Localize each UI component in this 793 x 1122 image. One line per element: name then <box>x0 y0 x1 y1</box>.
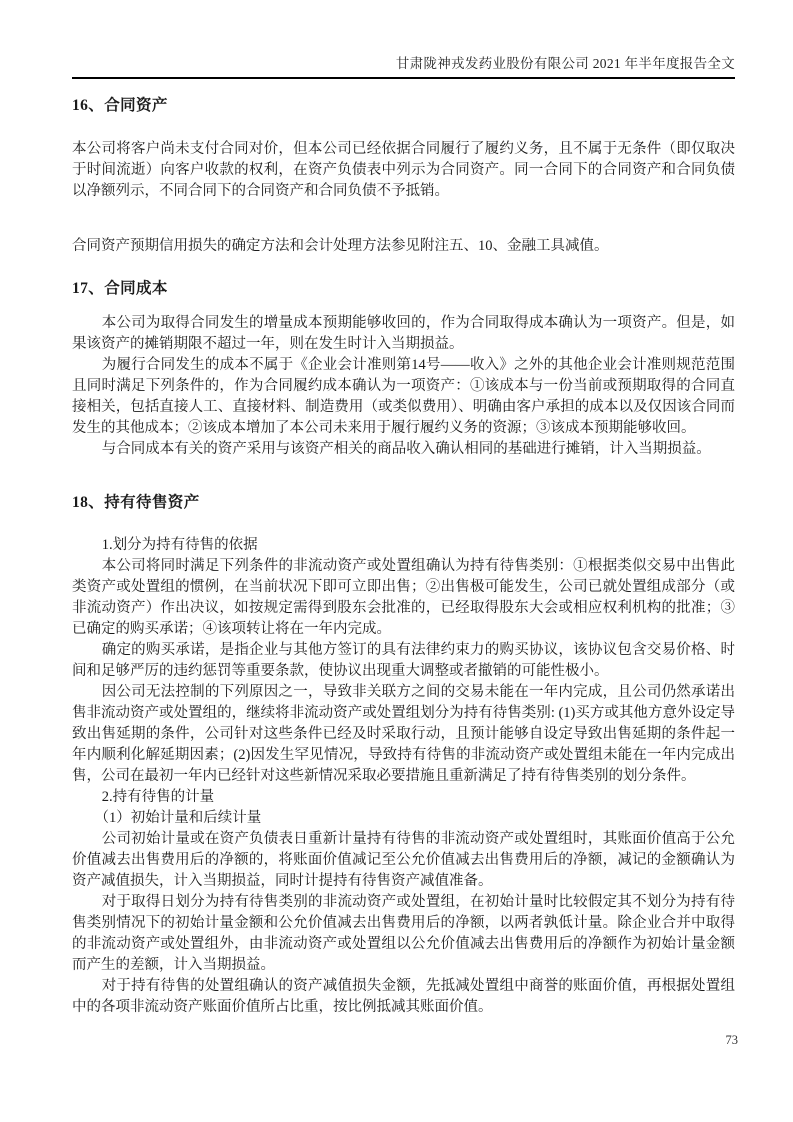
report-header <box>72 0 735 79</box>
paragraph: 本公司将客户尚未支付合同对价，但本公司已经依据合同履行了履约义务，且不属于无条件（即仅取决于时间流逝）向客户收款的权利，在资产负债表中列示为合同资产。同一合同下的合同资产和合同负债以净额列示，不同合同下的合同资产和合同负债不予抵销。 <box>72 141 735 199</box>
paragraph: 1.划分为持有待售的依据 <box>101 537 258 553</box>
section-contract-assets <box>72 95 735 257</box>
paragraph: 确定的购买承诺，是指企业与其他方签订的具有法律约束力的购买协议，该协议包含交易价格、时间和足够严厉的违约惩罚等重要条款，使协议出现重大调整或者撤销的可能性极小。 <box>72 642 735 679</box>
paragraph: （1）初始计量和后续计量 <box>94 810 262 826</box>
paragraph: 对于持有待售的处置组确认的资产减值损失金额，先抵减处置组中商誉的账面价值，再根据处置组中的各项非流动资产账面价值所占比重，按比例抵减其账面价值。 <box>72 978 735 1015</box>
paragraph: 与合同成本有关的资产采用与该资产相关的商品收入确认相同的基础进行摊销，计入当期损益。 <box>101 441 711 457</box>
paragraph: 为履行合同发生的成本不属于《企业会计准则第14号——收入》之外的其他企业会计准则规范范围且同时满足下列条件的，作为合同履约成本确认为一项资产：①该成本与一份当前或预期取得的合同直接相关，包括直接人工、直接材料、制造费用（或类似费用）、明确由客户承担的成本以及仅因该合同而发生的其他成本；②该成本增加了本公司未来用于履行履约义务的资源；③该成本预期能够收回。 <box>72 357 735 436</box>
section-18-heading: 18、持有待售资产 <box>72 494 200 511</box>
paragraph: 本公司为取得合同发生的增量成本预期能够收回的，作为合同取得成本确认为一项资产。但是，如果该资产的摊销期限不超过一年，则在发生时计入当期损益。 <box>72 315 735 352</box>
paragraph: 公司初始计量或在资产负债表日重新计量持有待售的非流动资产或处置组时，其账面价值高于公允价值减去出售费用后的净额的，将账面价值减记至公允价值减去出售费用后的净额，减记的金额确认为资产减值损失，计入当期损益，同时计提持有待售资产减值准备。 <box>72 831 735 889</box>
page-content <box>72 79 735 1018</box>
paragraph: 对于取得日划分为持有待售类别的非流动资产或处置组，在初始计量时比较假定其不划分为持有待售类别情况下的初始计量金额和公允价值减去出售费用后的净额，以两者孰低计量。除企业合并中取得的非流动资产或处置组外，由非流动资产或处置组以公允价值减去出售费用后的净额作为初始计量金额而产生的差额，计入当期损益。 <box>72 894 735 973</box>
page-number: 73 <box>725 1033 738 1047</box>
paragraph: 2.持有待售的计量 <box>101 789 215 805</box>
section-contract-costs <box>72 278 735 460</box>
section-held-for-sale-assets <box>72 492 735 1018</box>
paragraph: 本公司将同时满足下列条件的非流动资产或处置组确认为持有待售类别：①根据类似交易中出售此类资产或处置组的惯例，在当前状况下即可立即出售；②出售极可能发生，公司已就处置组成部分（或非流动资产）作出决议，如按规定需得到股东会批准的，已经取得股东大会或相应权利机构的批准；③已确定的购买承诺；④该项转让将在一年内完成。 <box>72 558 735 637</box>
paragraph: 合同资产预期信用损失的确定方法和会计处理方法参见附注五、10、金融工具减值。 <box>72 238 609 254</box>
section-16-heading: 16、合同资产 <box>72 97 168 114</box>
paragraph: 因公司无法控制的下列原因之一，导致非关联方之间的交易未能在一年内完成，且公司仍然承诺出售非流动资产或处置组的，继续将非流动资产或处置组划分为持有待售类别: (1)买方或其他方意外设定导致出售延期的条件，公司针对这些条件已经及时采取行动，且预计能够自设定导致出售延期的条件起一年内顺利化解延期因素；(2)因发生罕见情况，导致持有待售的非流动资产或处置组未能在一年内完成出售，公司在最初一年内已经针对这些新情况采取必要措施且重新满足了持有待售类别的划分条件。 <box>72 684 735 784</box>
section-17-heading: 17、合同成本 <box>72 280 168 297</box>
header-title: 甘肃陇神戎发药业股份有限公司 2021 年半年度报告全文 <box>395 56 735 71</box>
